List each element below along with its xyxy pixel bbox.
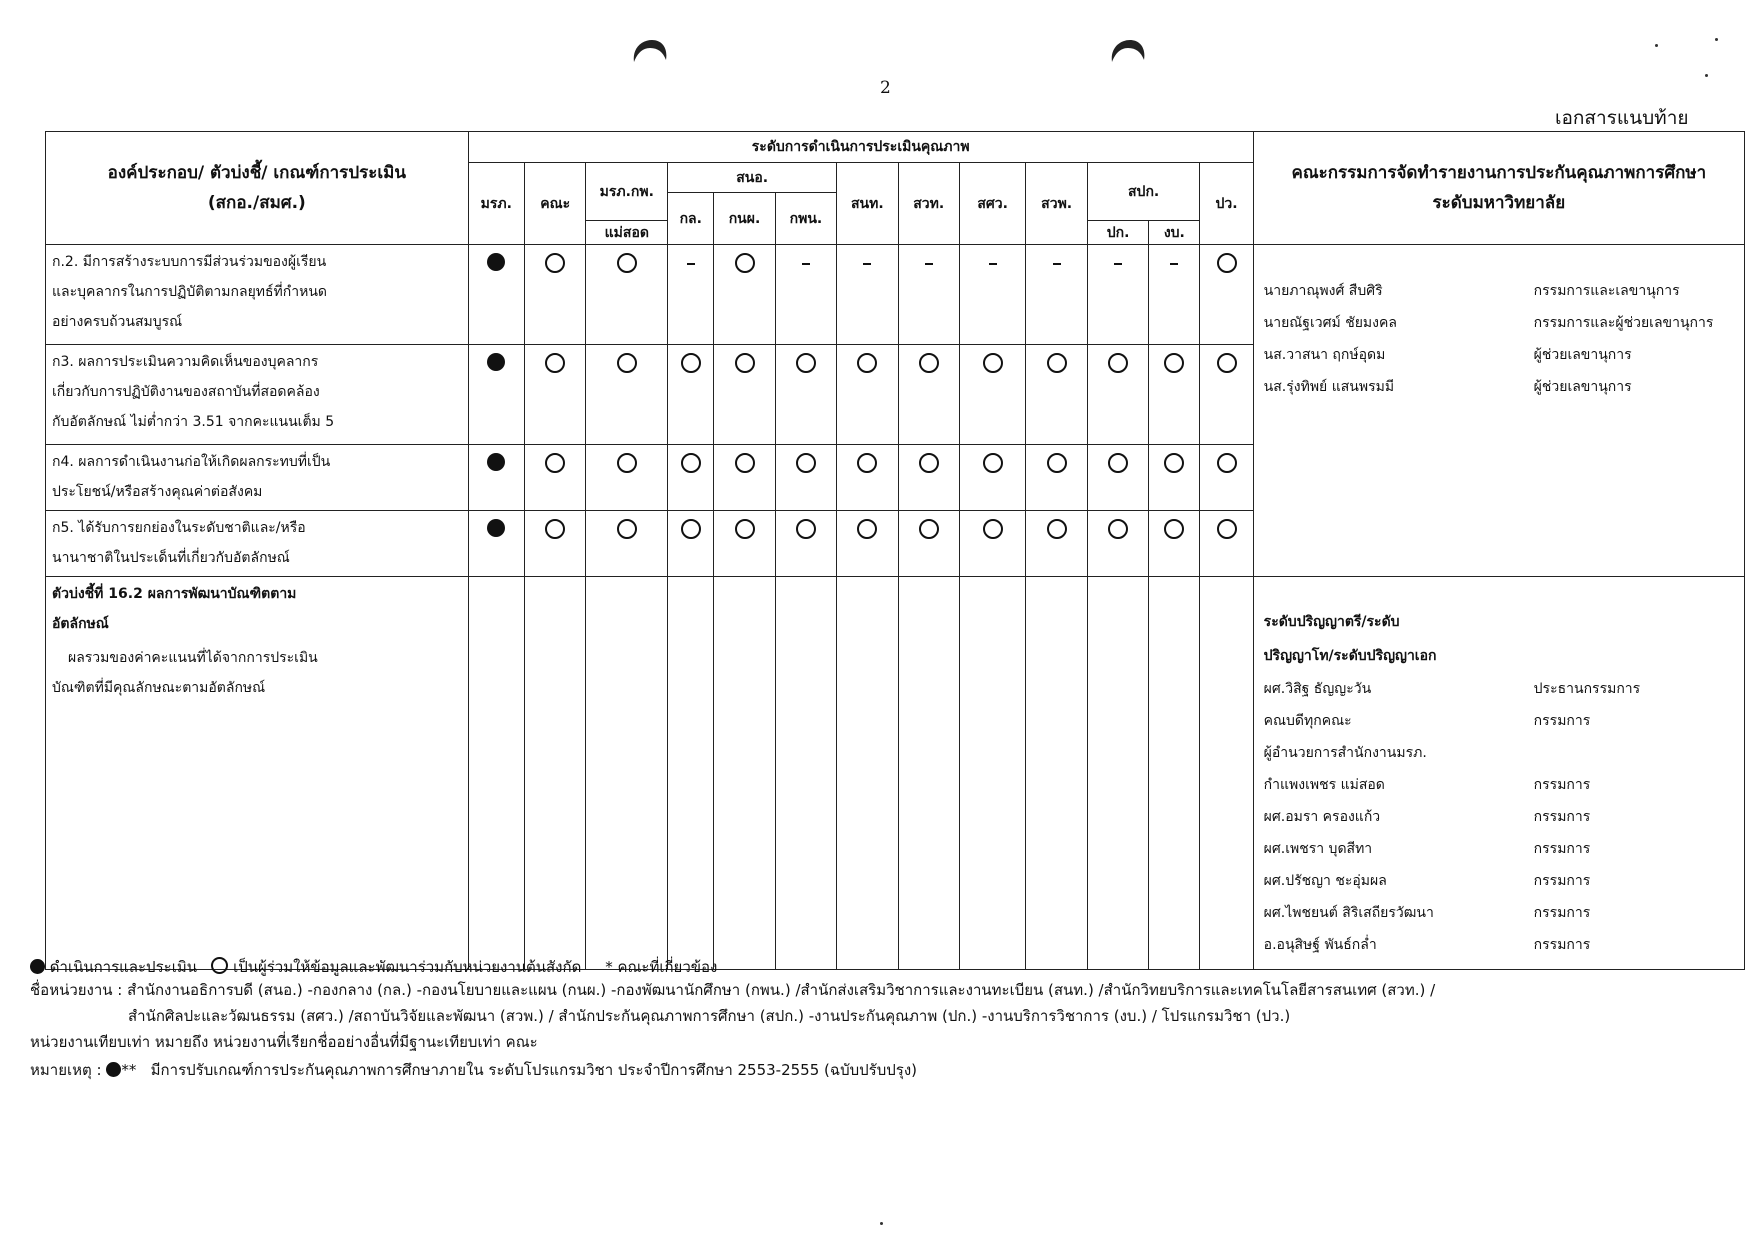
- mark-cell: [959, 245, 1026, 345]
- dash-icon: [1114, 263, 1122, 265]
- open-circle-icon: [681, 519, 701, 539]
- col-pw: ปว.: [1200, 163, 1253, 245]
- remark-label: หมายเหตุ :: [30, 1061, 102, 1079]
- remark-text: มีการปรับเกณฑ์การประกันคุณภาพการศึกษาภายใน ระดับโปรแกรมวิชา ประจำปีการศึกษา 2553-2555 (ฉบับปรับปรุง): [150, 1061, 918, 1079]
- punch-hole-right-icon: [1108, 36, 1148, 68]
- table-row: [46, 245, 1745, 345]
- open-circle-icon: [617, 353, 637, 373]
- col-spk: สปก.: [1087, 163, 1200, 221]
- filled-circle-icon: [106, 1062, 121, 1077]
- legend-star-label: * คณะที่เกี่ยวข้อง: [605, 958, 718, 976]
- mark-cell: [898, 245, 959, 345]
- col-swp: สวพ.: [1026, 163, 1087, 245]
- dash-icon: [1053, 263, 1061, 265]
- mark-cell: [898, 345, 959, 445]
- mark-cell: [1087, 345, 1148, 445]
- mark-cell: [468, 245, 524, 345]
- open-circle-icon: [545, 353, 565, 373]
- committee-level-heading: ระดับปริญญาตรี/ระดับ: [1263, 614, 1400, 630]
- mark-cell: [714, 445, 775, 511]
- mark-cell: [1149, 345, 1200, 445]
- open-circle-icon: [983, 453, 1003, 473]
- mark-cell: [586, 245, 668, 345]
- dash-icon: [863, 263, 871, 265]
- committee-member: ผศ.วิสิฐ ธัญญะวัน ประธานกรรมการ: [1263, 681, 1641, 697]
- mark-cell: [1200, 445, 1253, 511]
- committee-member: อ.อนุสิษฐ์ พันธ์กล่ำ กรรมการ: [1263, 937, 1591, 953]
- open-circle-icon: [617, 453, 637, 473]
- col-knp: กนผ.: [714, 193, 775, 245]
- mark-cell: [959, 511, 1026, 577]
- col-ssw: สศว.: [959, 163, 1026, 245]
- scan-speck: [880, 1222, 883, 1225]
- open-circle-icon: [1164, 453, 1184, 473]
- quality-assessment-table: [45, 131, 1745, 970]
- mark-cell: [837, 445, 898, 511]
- open-circle-icon: [1164, 353, 1184, 373]
- page-number: 2: [880, 78, 891, 98]
- units-line-1: ชื่อหน่วยงาน : สำนักงานอธิการบดี (สนอ.) -กองกลาง (กล.) -กองนโยบายและแผน (กนผ.) -กองพัฒนานักศึกษา (กพน.) /สำนักส่งเสริมวิชาการและงานทะเบียน (สนท.) /สำนักวิทยบริการและเทคโนโลยีสารสนเทศ (สวท.) /: [30, 981, 1436, 999]
- legend-filled-label: ดำเนินการและประเมิน: [49, 958, 197, 976]
- open-circle-icon: [1164, 519, 1184, 539]
- open-circle-icon: [983, 353, 1003, 373]
- units-line-3: หน่วยงานเทียบเท่า หมายถึง หน่วยงานที่เรียกชื่ออย่างอื่นที่มีฐานะเทียบเท่า คณะ: [30, 1033, 538, 1051]
- mark-cell: [1200, 245, 1253, 345]
- mark-cell: [524, 345, 585, 445]
- open-circle-icon: [1047, 519, 1067, 539]
- committee-member: นายณัฐเวศม์ ชัยมงคล กรรมการและผู้ช่วยเลขานุการ: [1263, 315, 1714, 331]
- mark-cell: [524, 511, 585, 577]
- mark-cell: [959, 345, 1026, 445]
- open-circle-icon: [1217, 253, 1237, 273]
- col-swt: สวท.: [898, 163, 959, 245]
- open-circle-icon: [735, 519, 755, 539]
- mark-cell: [586, 511, 668, 577]
- mark-cell: [668, 345, 714, 445]
- mark-cell: [668, 245, 714, 345]
- committee-cell-2: ระดับปริญญาตรี/ระดับ ปริญญาโท/ระดับปริญญาเอก ผศ.วิสิฐ ธัญญะวัน ประธานกรรมการ คณบดีทุกคณะ กรรมการ ผู้อำนวยการสำนักงานมรภ. กำแพงเพชร แม่สอด กรรมการ ผศ.อมรา ครองแก้ว กรรมการ ผศ.เพชรา บุดสีทา กรรมการ ผศ.ปรัชญา ชะอุ่มผล กรรมการ ผศ.ไพชยนต์ สิริเสถียรวัฒนา กรรมการ อ.อนุสิษฐ์ พันธ์กล่ำ กรรมการ: [1253, 577, 1744, 970]
- mark-cell: [1200, 511, 1253, 577]
- mark-cell: [668, 511, 714, 577]
- mark-cell: [1087, 511, 1148, 577]
- mark-cell: [1026, 445, 1087, 511]
- mark-cell: [714, 245, 775, 345]
- mark-cell: [775, 245, 836, 345]
- mark-cell: [837, 511, 898, 577]
- criterion-cell: ก3. ผลการประเมินความคิดเห็นของบุคลากร เกี่ยวกับการปฏิบัติงานของสถาบันที่สอดคล้อง กับอัตลักษณ์ ไม่ต่ำกว่า 3.51 จากคะแนนเต็ม 5: [46, 345, 469, 445]
- mark-cell: [468, 445, 524, 511]
- mark-cell: [1149, 511, 1200, 577]
- mark-cell: [586, 445, 668, 511]
- col-kl: กล.: [668, 193, 714, 245]
- committee-member: คณบดีทุกคณะ กรรมการ: [1263, 713, 1591, 729]
- mark-cell: [1149, 445, 1200, 511]
- committee-cell-1: [1253, 245, 1744, 577]
- mark-cell: [1087, 245, 1148, 345]
- dash-icon: [925, 263, 933, 265]
- scan-speck: [1655, 44, 1658, 47]
- mark-cell: [586, 345, 668, 445]
- mark-cell: [775, 445, 836, 511]
- criterion-cell: ก.2. มีการสร้างระบบการมีส่วนร่วมของผู้เรียน และบุคลากรในการปฏิบัติตามกลยุทธ์ที่กำหนด อย่างครบถ้วนสมบูรณ์: [46, 245, 469, 345]
- open-circle-icon: [796, 519, 816, 539]
- mark-cell: [468, 345, 524, 445]
- legend-open-label: เป็นผู้ร่วมให้ข้อมูลและพัฒนาร่วมกับหน่วยงานต้นสังกัด: [233, 958, 582, 976]
- criteria-header: องค์ประกอบ/ ตัวบ่งชี้/ เกณฑ์การประเมิน (สกอ./สมศ.): [46, 132, 469, 245]
- indicator-desc: ผลรวมของค่าคะแนนที่ได้จากการประเมิน: [68, 650, 318, 666]
- mark-cell: [959, 445, 1026, 511]
- indicator-title: ตัวบ่งชี้ที่ 16.2 ผลการพัฒนาบัณฑิตตาม: [52, 586, 297, 602]
- committee-member: ผศ.ไพชยนต์ สิริเสถียรวัฒนา กรรมการ: [1263, 905, 1591, 921]
- mark-cell: [898, 511, 959, 577]
- table-row: [46, 577, 1745, 970]
- open-circle-icon: [796, 453, 816, 473]
- open-circle-icon: [857, 453, 877, 473]
- open-circle-icon: [919, 453, 939, 473]
- mark-cell: [837, 345, 898, 445]
- open-circle-icon: [545, 253, 565, 273]
- open-circle-icon: [983, 519, 1003, 539]
- open-circle-icon: [1217, 353, 1237, 373]
- units-line-2: สำนักศิลปะและวัฒนธรรม (สศว.) /สถาบันวิจัยและพัฒนา (สวพ.) / สำนักประกันคุณภาพการศึกษา (สปก.) -งานประกันคุณภาพ (ปก.) -งานบริการวิชาการ (งบ.) / โปรแกรมวิชา (ปว.): [128, 1007, 1291, 1025]
- col-ngb: งบ.: [1149, 221, 1200, 245]
- open-circle-icon: [857, 519, 877, 539]
- open-circle-icon: [857, 353, 877, 373]
- mark-cell: [524, 245, 585, 345]
- col-mrp-kp: มรภ.กพ.: [586, 163, 668, 221]
- open-circle-icon: [919, 519, 939, 539]
- col-snt: สนท.: [837, 163, 898, 245]
- level-header: ระดับการดำเนินการประเมินคุณภาพ: [468, 132, 1253, 163]
- mark-cell: [714, 511, 775, 577]
- scan-speck: [1705, 74, 1708, 77]
- mark-cell: [1149, 245, 1200, 345]
- col-sno: สนอ.: [668, 163, 837, 193]
- mark-cell: [668, 445, 714, 511]
- mark-cell: [714, 345, 775, 445]
- committee-member: ผศ.ปรัชญา ชะอุ่มผล กรรมการ: [1263, 873, 1591, 889]
- filled-circle-icon: [487, 519, 505, 537]
- open-circle-icon: [1108, 519, 1128, 539]
- appendix-label: เอกสารแนบท้าย: [1555, 107, 1689, 129]
- filled-circle-icon: [487, 453, 505, 471]
- open-circle-icon: [919, 353, 939, 373]
- legend: [30, 955, 717, 979]
- dash-icon: [687, 263, 695, 265]
- open-circle-icon: [1217, 519, 1237, 539]
- mark-cell: [468, 511, 524, 577]
- filled-circle-icon: [487, 253, 505, 271]
- open-circle-icon: [735, 353, 755, 373]
- open-circle-icon: [1047, 453, 1067, 473]
- mark-cell: [524, 445, 585, 511]
- open-circle-icon: [1108, 453, 1128, 473]
- mark-cell: [898, 445, 959, 511]
- mark-cell: [775, 345, 836, 445]
- punch-hole-left-icon: [630, 36, 670, 68]
- committee-member: ผศ.อมรา ครองแก้ว กรรมการ: [1263, 809, 1591, 825]
- mark-cell: [1200, 345, 1253, 445]
- committee-member: นส.วาสนา ฤกษ์อุดม ผู้ช่วยเลขานุการ: [1263, 347, 1632, 363]
- open-circle-icon: [1047, 353, 1067, 373]
- mark-cell: [1026, 345, 1087, 445]
- open-circle-icon: [796, 353, 816, 373]
- remark-line: [30, 1058, 917, 1082]
- committee-member: กำแพงเพชร แม่สอด กรรมการ: [1263, 777, 1591, 793]
- scan-speck: [1715, 38, 1718, 41]
- committee-member: นส.รุ่งทิพย์ แสนพรมมี ผู้ช่วยเลขานุการ: [1263, 379, 1632, 395]
- col-mrp: มรภ.: [468, 163, 524, 245]
- open-circle-icon: [681, 453, 701, 473]
- remark-stars: **: [121, 1061, 137, 1079]
- col-faculty: คณะ: [524, 163, 585, 245]
- open-circle-icon: [545, 519, 565, 539]
- criterion-cell: ก5. ได้รับการยกย่องในระดับชาติและ/หรือ นานาชาติในประเด็นที่เกี่ยวกับอัตลักษณ์: [46, 511, 469, 577]
- open-circle-icon: [1108, 353, 1128, 373]
- open-circle-icon: [211, 957, 228, 974]
- open-circle-icon: [735, 253, 755, 273]
- criterion-cell: ก4. ผลการดำเนินงานก่อให้เกิดผลกระทบที่เป็น ประโยชน์/หรือสร้างคุณค่าต่อสังคม: [46, 445, 469, 511]
- filled-circle-icon: [30, 959, 45, 974]
- committee-member: ผศ.เพชรา บุดสีทา กรรมการ: [1263, 841, 1591, 857]
- open-circle-icon: [1217, 453, 1237, 473]
- open-circle-icon: [545, 453, 565, 473]
- open-circle-icon: [617, 253, 637, 273]
- col-pk: ปก.: [1087, 221, 1148, 245]
- committee-member: นายภาณุพงศ์ สืบศิริ กรรมการและเลขานุการ: [1263, 283, 1680, 299]
- mark-cell: [1026, 511, 1087, 577]
- open-circle-icon: [681, 353, 701, 373]
- committee-member: ผู้อำนวยการสำนักงานมรภ.: [1263, 745, 1427, 761]
- filled-circle-icon: [487, 353, 505, 371]
- col-kpn: กพน.: [775, 193, 836, 245]
- open-circle-icon: [617, 519, 637, 539]
- indicator-cell: ตัวบ่งชี้ที่ 16.2 ผลการพัฒนาบัณฑิตตาม อัตลักษณ์ ผลรวมของค่าคะแนนที่ได้จากการประเมิน บัณฑิตที่มีคุณลักษณะตามอัตลักษณ์: [46, 577, 469, 970]
- mark-cell: [1087, 445, 1148, 511]
- mark-cell: [837, 245, 898, 345]
- dash-icon: [802, 263, 810, 265]
- mark-cell: [1026, 245, 1087, 345]
- col-mrp-kp-sub: แม่สอด: [586, 221, 668, 245]
- dash-icon: [1170, 263, 1178, 265]
- open-circle-icon: [735, 453, 755, 473]
- dash-icon: [989, 263, 997, 265]
- mark-cell: [775, 511, 836, 577]
- committee-header: คณะกรรมการจัดทำรายงานการประกันคุณภาพการศึกษา ระดับมหาวิทยาลัย: [1253, 132, 1744, 245]
